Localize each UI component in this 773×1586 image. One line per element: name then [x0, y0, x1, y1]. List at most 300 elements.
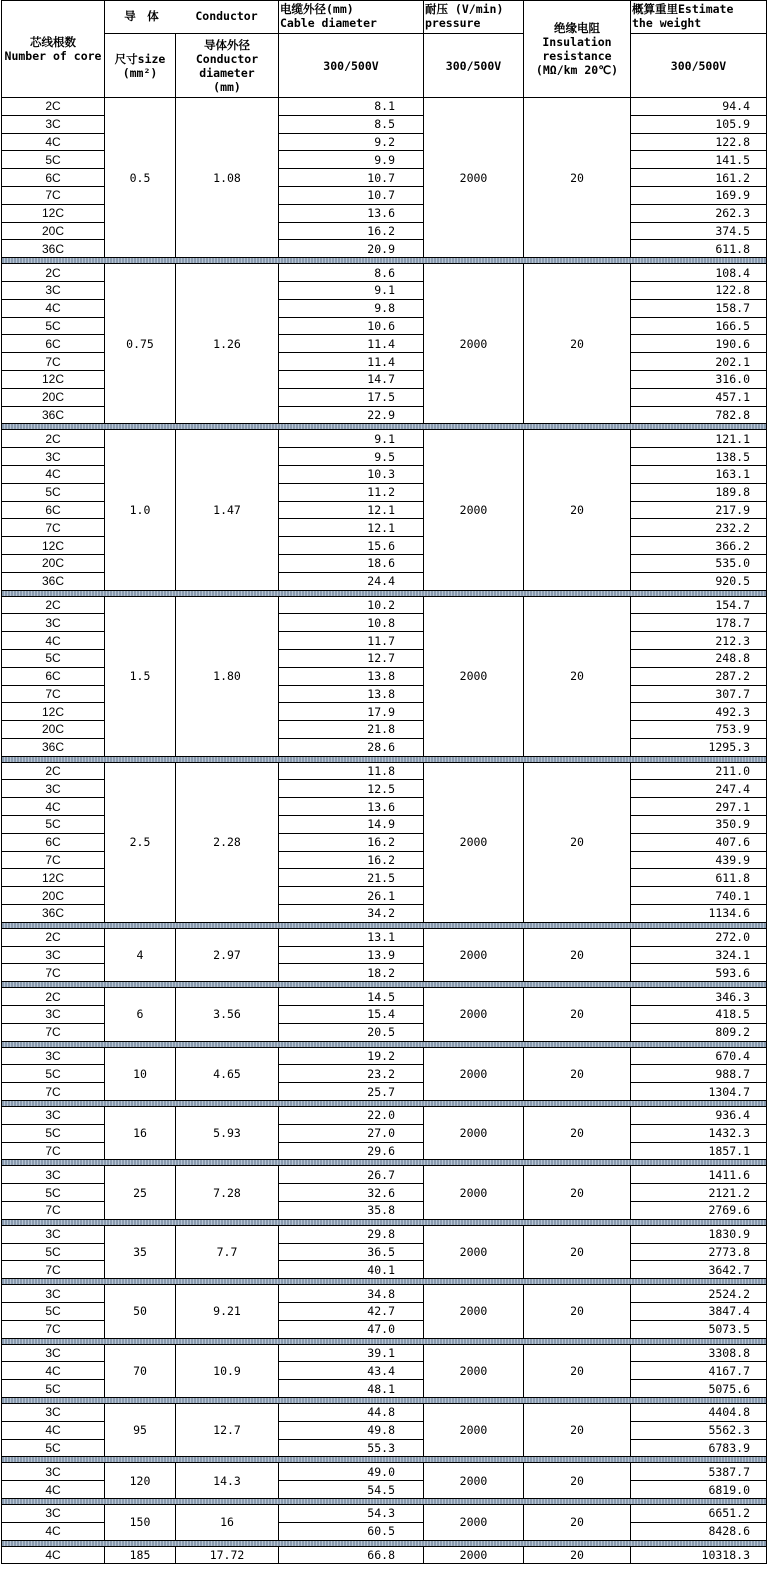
- cable-diameter-cell: 16.2: [279, 222, 424, 240]
- header-pressure-rating: 300/500V: [424, 34, 524, 98]
- cable-spec-table: [1, 0, 767, 1564]
- estimated-weight-cell: 6783.9: [631, 1439, 767, 1457]
- conductor-diameter-cell: 2.97: [176, 928, 279, 981]
- core-count-cell: 5C: [2, 483, 105, 501]
- core-count-cell: 2C: [2, 596, 105, 614]
- pressure-cell: 2000: [424, 264, 524, 424]
- conductor-size-cell: 6: [105, 988, 176, 1041]
- pressure-cell: 2000: [424, 762, 524, 922]
- cable-diameter-cell: 48.1: [279, 1380, 424, 1398]
- cable-diameter-cell: 15.6: [279, 537, 424, 555]
- core-count-cell: 12C: [2, 703, 105, 721]
- cable-diameter-cell: 44.8: [279, 1403, 424, 1421]
- conductor-size-cell: 10: [105, 1047, 176, 1100]
- core-count-cell: 3C: [2, 946, 105, 964]
- core-count-cell: 4C: [2, 1421, 105, 1439]
- estimated-weight-cell: 105.9: [631, 115, 767, 133]
- cable-diameter-cell: 14.7: [279, 370, 424, 388]
- estimated-weight-cell: 346.3: [631, 988, 767, 1006]
- estimated-weight-cell: 287.2: [631, 667, 767, 685]
- table-row: [2, 1225, 767, 1243]
- core-count-cell: 3C: [2, 115, 105, 133]
- insulation-resistance-cell: 20: [524, 988, 631, 1041]
- conductor-diameter-cell: 1.08: [176, 98, 279, 258]
- header-core-cn: 芯线根数: [30, 35, 76, 49]
- core-count-cell: 4C: [2, 1546, 105, 1564]
- core-count-cell: 3C: [2, 1504, 105, 1522]
- estimated-weight-cell: 6651.2: [631, 1504, 767, 1522]
- core-count-cell: 7C: [2, 1023, 105, 1041]
- cable-diameter-cell: 54.3: [279, 1504, 424, 1522]
- cable-diameter-cell: 66.8: [279, 1546, 424, 1564]
- estimated-weight-cell: 190.6: [631, 335, 767, 353]
- header-cond-dia-en: Conductor diameter: [195, 51, 259, 80]
- table-row: [2, 264, 767, 282]
- cable-diameter-cell: 22.9: [279, 406, 424, 424]
- insulation-resistance-cell: 20: [524, 1546, 631, 1564]
- conductor-diameter-cell: 7.7: [176, 1225, 279, 1278]
- conductor-diameter-cell: 4.65: [176, 1047, 279, 1100]
- core-count-cell: 2C: [2, 762, 105, 780]
- table-row: [2, 762, 767, 780]
- insulation-resistance-cell: 20: [524, 596, 631, 756]
- cable-diameter-cell: 15.4: [279, 1006, 424, 1024]
- cable-diameter-cell: 29.8: [279, 1225, 424, 1243]
- conductor-diameter-cell: 16: [176, 1504, 279, 1540]
- header-cable-diameter: [279, 1, 424, 34]
- conductor-diameter-cell: 1.80: [176, 596, 279, 756]
- table-row: [2, 1166, 767, 1184]
- estimated-weight-cell: 1304.7: [631, 1083, 767, 1101]
- insulation-resistance-cell: 20: [524, 430, 631, 590]
- header-insulation-cn: 绝缘电阻: [554, 21, 600, 35]
- header-size-label: 尺寸size: [114, 51, 166, 66]
- core-count-cell: 7C: [2, 1202, 105, 1220]
- conductor-size-cell: 150: [105, 1504, 176, 1540]
- estimated-weight-cell: 232.2: [631, 519, 767, 537]
- insulation-resistance-cell: 20: [524, 1285, 631, 1338]
- cable-diameter-cell: 13.1: [279, 928, 424, 946]
- estimated-weight-cell: 5073.5: [631, 1320, 767, 1338]
- estimated-weight-cell: 1411.6: [631, 1166, 767, 1184]
- header-cond-dia-cn: 导体外径: [204, 37, 250, 52]
- header-insulation-en: Insulation resistance: [542, 35, 612, 63]
- core-count-cell: 3C: [2, 1463, 105, 1481]
- core-count-cell: 4C: [2, 1522, 105, 1540]
- conductor-size-cell: 0.75: [105, 264, 176, 424]
- estimated-weight-cell: 809.2: [631, 1023, 767, 1041]
- core-count-cell: 6C: [2, 335, 105, 353]
- table-row: [2, 1463, 767, 1481]
- conductor-size-cell: 120: [105, 1463, 176, 1499]
- cable-diameter-cell: 34.2: [279, 905, 424, 923]
- estimated-weight-cell: 248.8: [631, 649, 767, 667]
- core-count-cell: 4C: [2, 465, 105, 483]
- conductor-size-cell: 70: [105, 1344, 176, 1397]
- core-count-cell: 5C: [2, 1124, 105, 1142]
- pressure-cell: 2000: [424, 1225, 524, 1278]
- cable-diameter-cell: 16.2: [279, 833, 424, 851]
- cable-diameter-cell: 13.8: [279, 685, 424, 703]
- conductor-diameter-cell: 5.93: [176, 1107, 279, 1160]
- core-count-cell: 4C: [2, 1481, 105, 1499]
- estimated-weight-cell: 297.1: [631, 798, 767, 816]
- core-count-cell: 2C: [2, 988, 105, 1006]
- estimated-weight-cell: 2773.8: [631, 1243, 767, 1261]
- core-count-cell: 2C: [2, 430, 105, 448]
- conductor-size-cell: 185: [105, 1546, 176, 1564]
- estimated-weight-cell: 158.7: [631, 299, 767, 317]
- pressure-cell: 2000: [424, 430, 524, 590]
- cable-diameter-cell: 21.5: [279, 869, 424, 887]
- core-count-cell: 3C: [2, 780, 105, 798]
- core-count-cell: 3C: [2, 1344, 105, 1362]
- core-count-cell: 4C: [2, 798, 105, 816]
- cable-diameter-cell: 22.0: [279, 1107, 424, 1125]
- core-count-cell: 2C: [2, 928, 105, 946]
- estimated-weight-cell: 189.8: [631, 483, 767, 501]
- pressure-cell: 2000: [424, 1285, 524, 1338]
- conductor-diameter-cell: 1.26: [176, 264, 279, 424]
- pressure-cell: 2000: [424, 1546, 524, 1564]
- conductor-size-cell: 95: [105, 1403, 176, 1456]
- core-count-cell: 7C: [2, 1142, 105, 1160]
- cable-diameter-cell: 42.7: [279, 1303, 424, 1321]
- cable-diameter-cell: 10.8: [279, 614, 424, 632]
- cable-diameter-cell: 8.5: [279, 115, 424, 133]
- cable-diameter-cell: 17.5: [279, 388, 424, 406]
- core-count-cell: 2C: [2, 264, 105, 282]
- core-count-cell: 7C: [2, 1320, 105, 1338]
- conductor-size-cell: 2.5: [105, 762, 176, 922]
- cable-diameter-cell: 27.0: [279, 1124, 424, 1142]
- core-count-cell: 7C: [2, 1261, 105, 1279]
- core-count-cell: 3C: [2, 1166, 105, 1184]
- core-count-cell: 3C: [2, 1006, 105, 1024]
- core-count-cell: 3C: [2, 614, 105, 632]
- core-count-cell: 3C: [2, 448, 105, 466]
- core-count-cell: 7C: [2, 1083, 105, 1101]
- core-count-cell: 6C: [2, 667, 105, 685]
- estimated-weight-cell: 202.1: [631, 353, 767, 371]
- estimated-weight-cell: 1857.1: [631, 1142, 767, 1160]
- estimated-weight-cell: 122.8: [631, 281, 767, 299]
- pressure-cell: 2000: [424, 1344, 524, 1397]
- estimated-weight-cell: 122.8: [631, 133, 767, 151]
- estimated-weight-cell: 936.4: [631, 1107, 767, 1125]
- core-count-cell: 7C: [2, 685, 105, 703]
- insulation-resistance-cell: 20: [524, 1107, 631, 1160]
- cable-diameter-cell: 19.2: [279, 1047, 424, 1065]
- estimated-weight-cell: 4404.8: [631, 1403, 767, 1421]
- cable-diameter-cell: 9.5: [279, 448, 424, 466]
- core-count-cell: 3C: [2, 1225, 105, 1243]
- cable-diameter-cell: 18.2: [279, 964, 424, 982]
- estimated-weight-cell: 4167.7: [631, 1362, 767, 1380]
- header-pressure-en: pressure: [425, 16, 481, 30]
- cable-diameter-cell: 14.9: [279, 816, 424, 834]
- cable-diameter-cell: 35.8: [279, 1202, 424, 1220]
- estimated-weight-cell: 920.5: [631, 572, 767, 590]
- core-count-cell: 7C: [2, 851, 105, 869]
- cable-diameter-cell: 17.9: [279, 703, 424, 721]
- estimated-weight-cell: 324.1: [631, 946, 767, 964]
- cable-diameter-cell: 12.1: [279, 519, 424, 537]
- core-count-cell: 5C: [2, 151, 105, 169]
- core-count-cell: 6C: [2, 833, 105, 851]
- estimated-weight-cell: 1134.6: [631, 905, 767, 923]
- cable-diameter-cell: 21.8: [279, 721, 424, 739]
- conductor-diameter-cell: 9.21: [176, 1285, 279, 1338]
- estimated-weight-cell: 3308.8: [631, 1344, 767, 1362]
- insulation-resistance-cell: 20: [524, 1047, 631, 1100]
- cable-diameter-cell: 47.0: [279, 1320, 424, 1338]
- cable-diameter-cell: 54.5: [279, 1481, 424, 1499]
- core-count-cell: 20C: [2, 721, 105, 739]
- insulation-resistance-cell: 20: [524, 1403, 631, 1456]
- conductor-size-cell: 16: [105, 1107, 176, 1160]
- cable-diameter-cell: 55.3: [279, 1439, 424, 1457]
- core-count-cell: 5C: [2, 649, 105, 667]
- estimated-weight-cell: 262.3: [631, 204, 767, 222]
- cable-diameter-cell: 9.1: [279, 430, 424, 448]
- table-row: [2, 988, 767, 1006]
- cable-diameter-cell: 32.6: [279, 1184, 424, 1202]
- estimated-weight-cell: 163.1: [631, 465, 767, 483]
- core-count-cell: 3C: [2, 1107, 105, 1125]
- estimated-weight-cell: 457.1: [631, 388, 767, 406]
- header-cable-dia-cn: 电缆外径(mm): [280, 2, 354, 16]
- estimated-weight-cell: 492.3: [631, 703, 767, 721]
- header-conductor-diameter: [176, 34, 279, 98]
- core-count-cell: 12C: [2, 537, 105, 555]
- insulation-resistance-cell: 20: [524, 1225, 631, 1278]
- estimated-weight-cell: 138.5: [631, 448, 767, 466]
- conductor-diameter-cell: 12.7: [176, 1403, 279, 1456]
- header-number-of-core: [2, 1, 105, 98]
- core-count-cell: 5C: [2, 1184, 105, 1202]
- core-count-cell: 7C: [2, 964, 105, 982]
- cable-diameter-cell: 12.5: [279, 780, 424, 798]
- estimated-weight-cell: 1432.3: [631, 1124, 767, 1142]
- header-pressure-cn: 耐压 (V/min): [425, 2, 504, 16]
- estimated-weight-cell: 418.5: [631, 1006, 767, 1024]
- insulation-resistance-cell: 20: [524, 98, 631, 258]
- table-row: [2, 1047, 767, 1065]
- header-weight-rating: 300/500V: [631, 34, 767, 98]
- cable-diameter-cell: 11.4: [279, 353, 424, 371]
- cable-diameter-cell: 13.6: [279, 798, 424, 816]
- estimated-weight-cell: 10318.3: [631, 1546, 767, 1564]
- table-row: [2, 928, 767, 946]
- header-insulation-resistance: [524, 1, 631, 98]
- estimated-weight-cell: 94.4: [631, 98, 767, 116]
- estimated-weight-cell: 988.7: [631, 1065, 767, 1083]
- core-count-cell: 36C: [2, 406, 105, 424]
- estimated-weight-cell: 2121.2: [631, 1184, 767, 1202]
- conductor-size-cell: 1.0: [105, 430, 176, 590]
- pressure-cell: 2000: [424, 1403, 524, 1456]
- cable-diameter-cell: 11.7: [279, 632, 424, 650]
- core-count-cell: 7C: [2, 519, 105, 537]
- core-count-cell: 36C: [2, 572, 105, 590]
- core-count-cell: 12C: [2, 204, 105, 222]
- pressure-cell: 2000: [424, 928, 524, 981]
- table-row: [2, 1546, 767, 1564]
- header-cable-dia-en: Cable diameter: [280, 16, 377, 30]
- cable-diameter-cell: 10.6: [279, 317, 424, 335]
- conductor-diameter-cell: 17.72: [176, 1546, 279, 1564]
- core-count-cell: 3C: [2, 1285, 105, 1303]
- table-header: [2, 1, 767, 98]
- estimated-weight-cell: 535.0: [631, 554, 767, 572]
- header-cond-dia-unit: (mm): [213, 79, 241, 94]
- estimated-weight-cell: 272.0: [631, 928, 767, 946]
- table-row: [2, 1107, 767, 1125]
- core-count-cell: 7C: [2, 186, 105, 204]
- estimated-weight-cell: 6819.0: [631, 1481, 767, 1499]
- cable-diameter-cell: 49.8: [279, 1421, 424, 1439]
- estimated-weight-cell: 2524.2: [631, 1285, 767, 1303]
- cable-diameter-cell: 24.4: [279, 572, 424, 590]
- table-row: [2, 596, 767, 614]
- estimated-weight-cell: 407.6: [631, 833, 767, 851]
- estimated-weight-cell: 782.8: [631, 406, 767, 424]
- insulation-resistance-cell: 20: [524, 1166, 631, 1219]
- header-size: [105, 34, 176, 98]
- header-weight-en: the weight: [632, 16, 702, 30]
- estimated-weight-cell: 316.0: [631, 370, 767, 388]
- cable-diameter-cell: 14.5: [279, 988, 424, 1006]
- cable-diameter-cell: 9.1: [279, 281, 424, 299]
- pressure-cell: 2000: [424, 1166, 524, 1219]
- cable-diameter-cell: 8.6: [279, 264, 424, 282]
- core-count-cell: 20C: [2, 388, 105, 406]
- estimated-weight-cell: 169.9: [631, 186, 767, 204]
- cable-diameter-cell: 8.1: [279, 98, 424, 116]
- cable-diameter-cell: 11.8: [279, 762, 424, 780]
- core-count-cell: 4C: [2, 1362, 105, 1380]
- estimated-weight-cell: 3642.7: [631, 1261, 767, 1279]
- estimated-weight-cell: 5075.6: [631, 1380, 767, 1398]
- core-count-cell: 3C: [2, 281, 105, 299]
- estimated-weight-cell: 141.5: [631, 151, 767, 169]
- cable-diameter-cell: 9.8: [279, 299, 424, 317]
- estimated-weight-cell: 178.7: [631, 614, 767, 632]
- cable-diameter-cell: 10.2: [279, 596, 424, 614]
- cable-diameter-cell: 10.7: [279, 186, 424, 204]
- estimated-weight-cell: 211.0: [631, 762, 767, 780]
- cable-diameter-cell: 23.2: [279, 1065, 424, 1083]
- pressure-cell: 2000: [424, 1463, 524, 1499]
- cable-diameter-cell: 60.5: [279, 1522, 424, 1540]
- estimated-weight-cell: 740.1: [631, 887, 767, 905]
- cable-diameter-cell: 13.6: [279, 204, 424, 222]
- table-row: [2, 1504, 767, 1522]
- header-pressure: [424, 1, 524, 34]
- estimated-weight-cell: 217.9: [631, 501, 767, 519]
- cable-diameter-cell: 26.7: [279, 1166, 424, 1184]
- estimated-weight-cell: 108.4: [631, 264, 767, 282]
- pressure-cell: 2000: [424, 1107, 524, 1160]
- header-conductor: [105, 1, 279, 34]
- header-insulation-unit: (MΩ/km 20℃): [535, 63, 619, 77]
- cable-diameter-cell: 13.8: [279, 667, 424, 685]
- cable-diameter-cell: 18.6: [279, 554, 424, 572]
- core-count-cell: 20C: [2, 222, 105, 240]
- cable-diameter-cell: 12.1: [279, 501, 424, 519]
- table-row: [2, 1403, 767, 1421]
- cable-diameter-cell: 10.7: [279, 169, 424, 187]
- table-row: [2, 1344, 767, 1362]
- cable-diameter-cell: 40.1: [279, 1261, 424, 1279]
- estimated-weight-cell: 670.4: [631, 1047, 767, 1065]
- cable-diameter-cell: 10.3: [279, 465, 424, 483]
- conductor-diameter-cell: 3.56: [176, 988, 279, 1041]
- estimated-weight-cell: 161.2: [631, 169, 767, 187]
- core-count-cell: 36C: [2, 905, 105, 923]
- pressure-cell: 2000: [424, 988, 524, 1041]
- conductor-size-cell: 35: [105, 1225, 176, 1278]
- estimated-weight-cell: 593.6: [631, 964, 767, 982]
- header-weight: [631, 1, 767, 34]
- core-count-cell: 4C: [2, 299, 105, 317]
- cable-diameter-cell: 43.4: [279, 1362, 424, 1380]
- core-count-cell: 12C: [2, 370, 105, 388]
- estimated-weight-cell: 154.7: [631, 596, 767, 614]
- table-row: [2, 430, 767, 448]
- header-cable-dia-rating: 300/500V: [279, 34, 424, 98]
- estimated-weight-cell: 611.8: [631, 240, 767, 258]
- cable-diameter-cell: 20.9: [279, 240, 424, 258]
- cable-diameter-cell: 28.6: [279, 738, 424, 756]
- insulation-resistance-cell: 20: [524, 1463, 631, 1499]
- cable-diameter-cell: 36.5: [279, 1243, 424, 1261]
- estimated-weight-cell: 374.5: [631, 222, 767, 240]
- insulation-resistance-cell: 20: [524, 928, 631, 981]
- core-count-cell: 7C: [2, 353, 105, 371]
- core-count-cell: 5C: [2, 1439, 105, 1457]
- estimated-weight-cell: 439.9: [631, 851, 767, 869]
- estimated-weight-cell: 166.5: [631, 317, 767, 335]
- core-count-cell: 2C: [2, 98, 105, 116]
- estimated-weight-cell: 350.9: [631, 816, 767, 834]
- header-core-en: Number of core: [4, 49, 102, 63]
- estimated-weight-cell: 611.8: [631, 869, 767, 887]
- conductor-size-cell: 25: [105, 1166, 176, 1219]
- core-count-cell: 5C: [2, 816, 105, 834]
- conductor-size-cell: 50: [105, 1285, 176, 1338]
- conductor-diameter-cell: 2.28: [176, 762, 279, 922]
- cable-diameter-cell: 11.2: [279, 483, 424, 501]
- core-count-cell: 5C: [2, 1303, 105, 1321]
- conductor-size-cell: 1.5: [105, 596, 176, 756]
- core-count-cell: 3C: [2, 1403, 105, 1421]
- core-count-cell: 5C: [2, 317, 105, 335]
- estimated-weight-cell: 3847.4: [631, 1303, 767, 1321]
- estimated-weight-cell: 212.3: [631, 632, 767, 650]
- conductor-diameter-cell: 10.9: [176, 1344, 279, 1397]
- insulation-resistance-cell: 20: [524, 762, 631, 922]
- core-count-cell: 6C: [2, 501, 105, 519]
- estimated-weight-cell: 1295.3: [631, 738, 767, 756]
- estimated-weight-cell: 8428.6: [631, 1522, 767, 1540]
- cable-diameter-cell: 13.9: [279, 946, 424, 964]
- core-count-cell: 5C: [2, 1243, 105, 1261]
- cable-diameter-cell: 25.7: [279, 1083, 424, 1101]
- pressure-cell: 2000: [424, 596, 524, 756]
- estimated-weight-cell: 247.4: [631, 780, 767, 798]
